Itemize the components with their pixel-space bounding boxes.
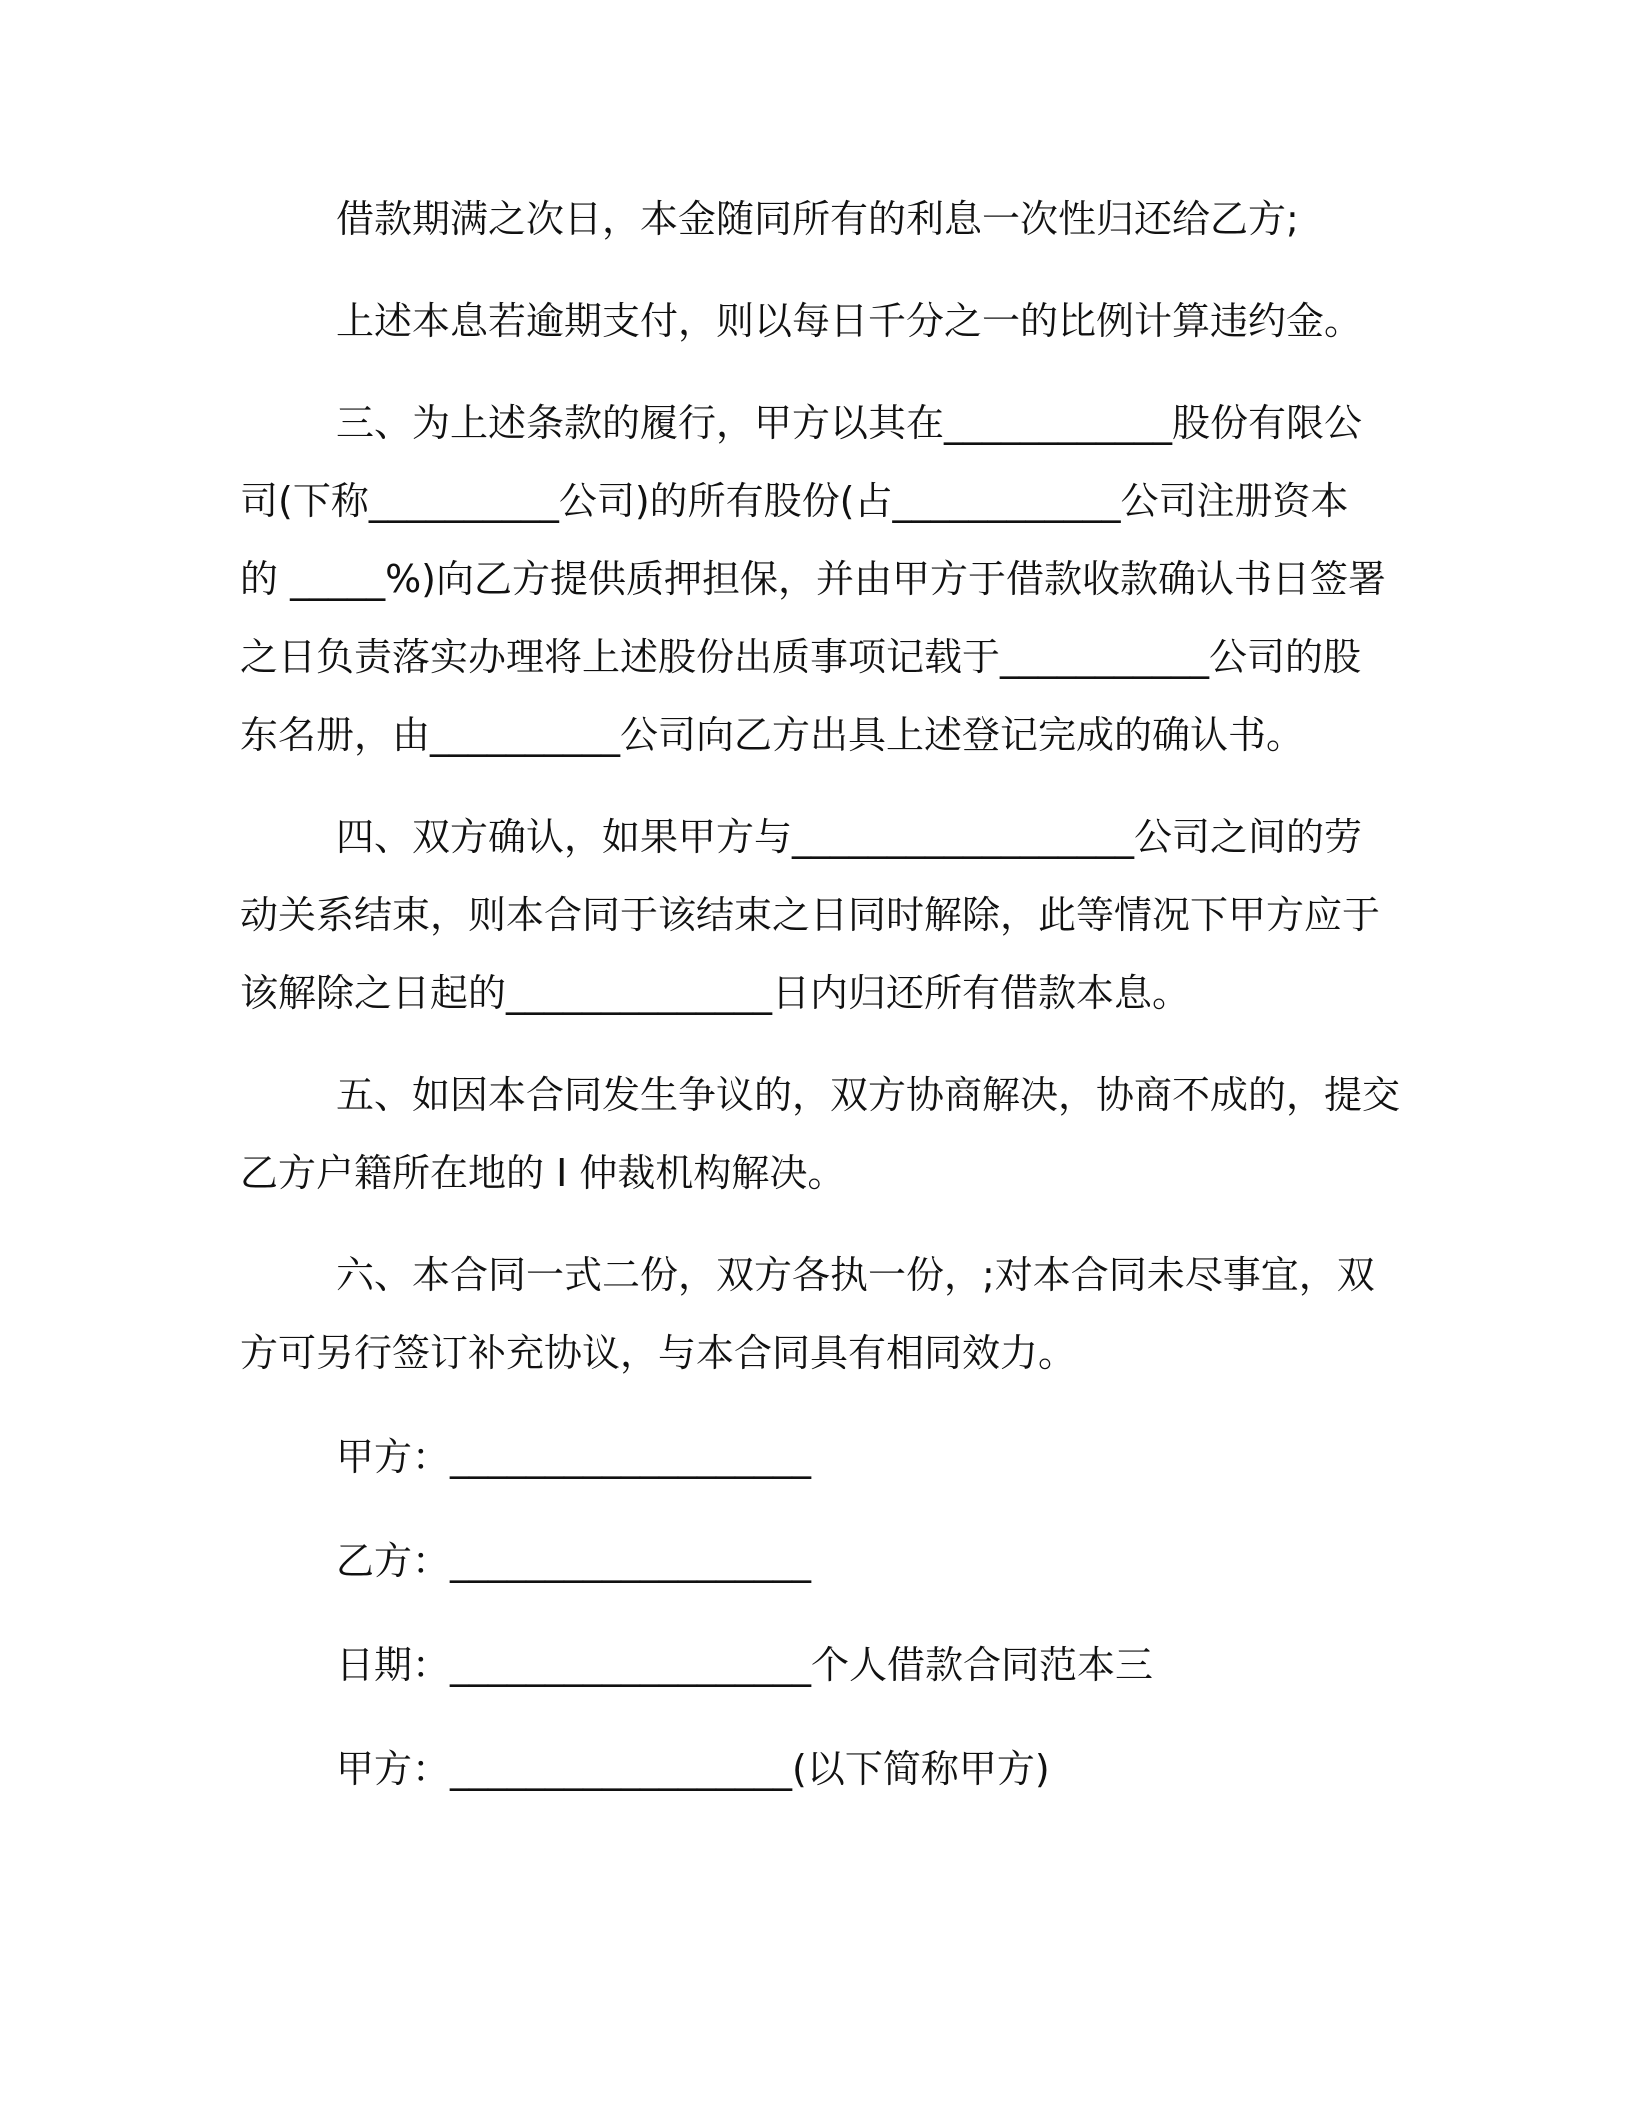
- clause-6-line-1: 六、本合同一式二份，双方各执一份，;对本合同未尽事宜，双: [336, 1253, 1375, 1297]
- clause-6-line-2: 方可另行签订补充协议，与本合同具有相同效力。: [240, 1331, 1077, 1375]
- clause-3-line-2: 司(下称__________公司)的所有股份(占____________公司注册资本: [240, 479, 1349, 523]
- clause-4-line-2: 动关系结束，则本合同于该结束之日同时解除，此等情况下甲方应于: [240, 893, 1381, 937]
- text-line-2: 上述本息若逾期支付，则以每日千分之一的比例计算违约金。: [336, 299, 1363, 343]
- clause-4-line-3: 该解除之日起的______________日内归还所有借款本息。: [240, 971, 1191, 1015]
- signature-date: 日期：___________________个人借款合同范本三: [336, 1643, 1154, 1687]
- clause-5-line-1: 五、如因本合同发生争议的，双方协商解决，协商不成的，提交: [336, 1073, 1401, 1117]
- signature-party-a: 甲方：___________________: [336, 1435, 812, 1479]
- clause-3-line-3: 的 _____%)向乙方提供质押担保，并由甲方于借款收款确认书日签署: [240, 557, 1387, 601]
- clause-3-line-1: 三、为上述条款的履行，甲方以其在____________股份有限公: [336, 401, 1363, 445]
- clause-5-line-2: 乙方户籍所在地的 I 仲裁机构解决。: [240, 1151, 846, 1195]
- document-page: [240, 180, 1401, 1808]
- clause-3-line-5: 东名册，由__________公司向乙方出具上述登记完成的确认书。: [240, 713, 1305, 757]
- next-contract-party-a: 甲方：__________________(以下简称甲方): [336, 1747, 1050, 1791]
- text-line-1: 借款期满之次日，本金随同所有的利息一次性归还给乙方;: [336, 197, 1299, 241]
- clause-4-line-1: 四、双方确认，如果甲方与__________________公司之间的劳: [336, 815, 1363, 859]
- clause-3-line-4: 之日负责落实办理将上述股份出质事项记载于___________公司的股: [240, 635, 1362, 679]
- signature-party-b: 乙方：___________________: [336, 1539, 812, 1583]
